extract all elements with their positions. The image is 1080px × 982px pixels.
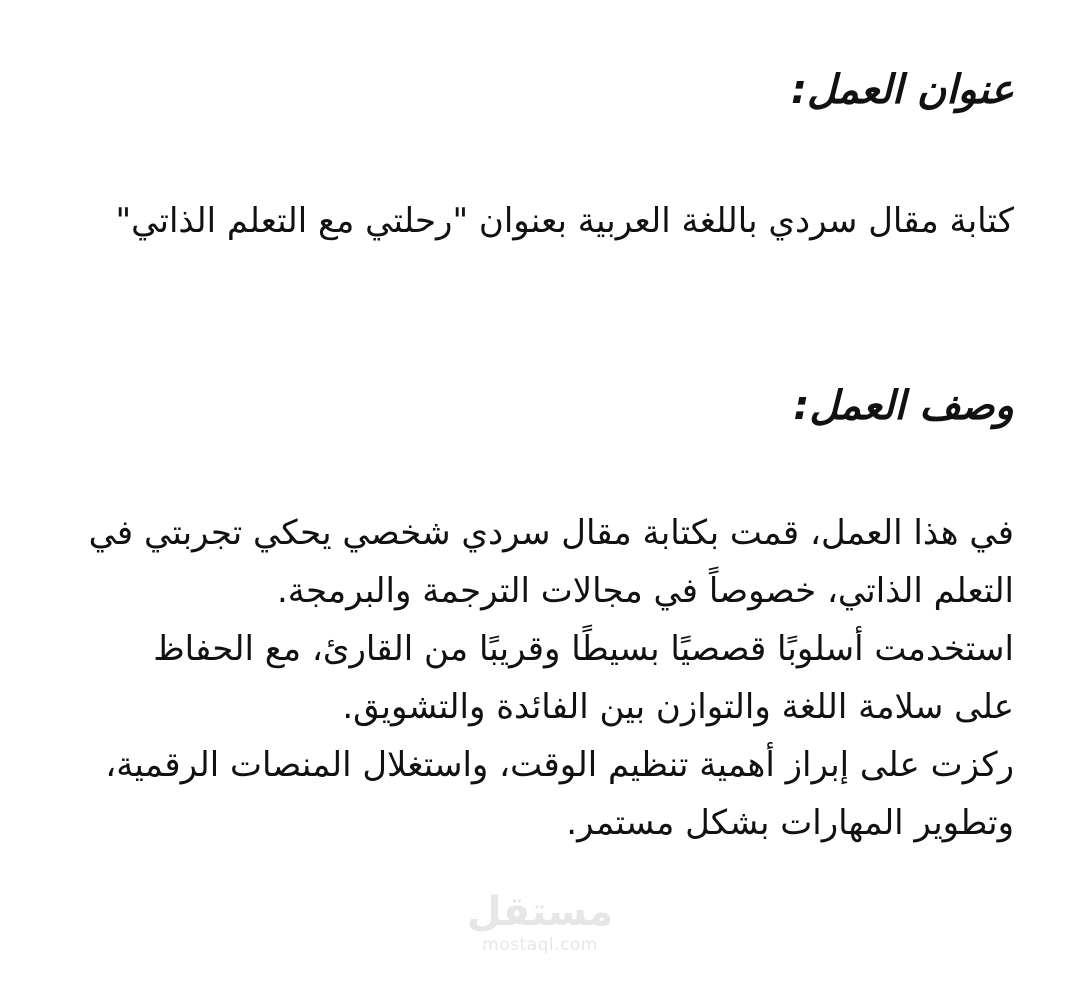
description-paragraph: استخدمت أسلوبًا قصصيًا بسيطًا وقريبًا من القارئ، مع الحفاظ على سلامة اللغة والتوازن بين الفائدة والتشويق. (153, 629, 1014, 727)
work-description-heading: وصف العمل: (793, 383, 1014, 429)
work-description-text (84, 504, 1014, 852)
watermark-logo-text: مستقل (466, 889, 614, 935)
mostaql-watermark (430, 890, 650, 970)
description-paragraph: في هذا العمل، قمت بكتابة مقال سردي شخصي يحكي تجربتي في التعلم الذاتي، خصوصاً في مجالات الترجمة والبرمجة. (88, 513, 1014, 611)
work-title-heading: عنوان العمل: (790, 67, 1014, 113)
description-paragraph: ركزت على إبراز أهمية تنظيم الوقت، واستغلال المنصات الرقمية، وتطوير المهارات بشكل مستمر. (105, 745, 1014, 843)
work-title-text: كتابة مقال سردي باللغة العربية بعنوان "رحلتي مع التعلم الذاتي" (115, 201, 1014, 241)
watermark-domain: mostaql.com (482, 935, 598, 955)
